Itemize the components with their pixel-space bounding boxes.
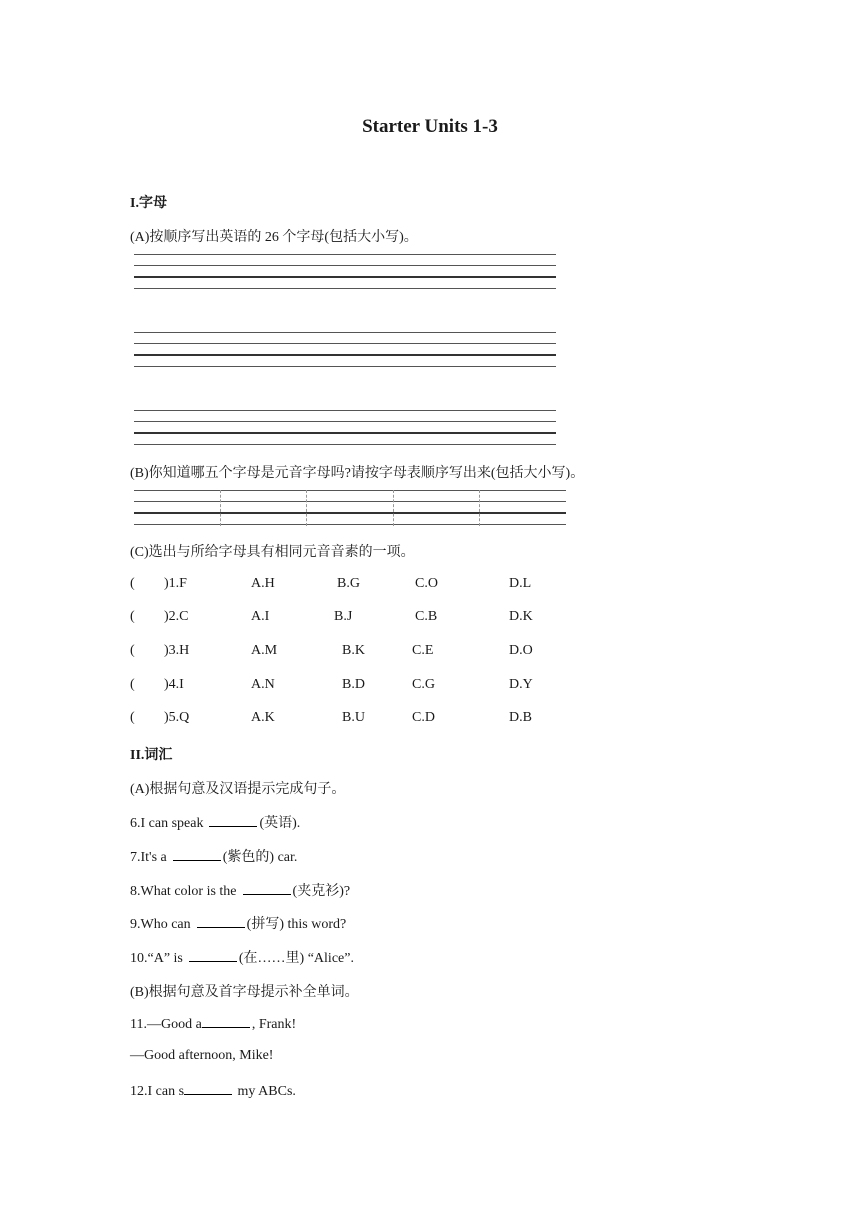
- vocab-item-hint: (拼写) this word?: [246, 917, 347, 932]
- option-d: D.Y: [509, 677, 533, 692]
- option-c: C.O: [415, 576, 438, 591]
- section-2-part-b-instruction: (B)根据句意及首字母提示补全单词。: [130, 985, 359, 1000]
- option-d: D.B: [509, 710, 532, 725]
- option-b: B.K: [342, 643, 365, 658]
- question-number: )2.C: [164, 609, 189, 624]
- vocab-item-text-after: my ABCs.: [234, 1084, 296, 1099]
- section-1-part-b-instruction: (B)你知道哪五个字母是元音字母吗?请按字母表顺序写出来(包括大小写)。: [130, 466, 585, 481]
- question-number: )5.Q: [164, 710, 190, 725]
- vocab-item: [130, 812, 300, 832]
- option-d: D.K: [509, 609, 533, 624]
- vocab-item-11: [130, 1015, 296, 1033]
- option-d: D.O: [509, 643, 533, 658]
- writing-lines-row-1[interactable]: [134, 254, 556, 290]
- option-c: C.G: [412, 677, 435, 692]
- answer-blank[interactable]: [202, 1015, 250, 1028]
- option-a: A.H: [251, 576, 275, 591]
- answer-paren[interactable]: (: [130, 710, 135, 725]
- option-c: C.D: [412, 710, 435, 725]
- option-c: C.B: [415, 609, 438, 624]
- answer-paren[interactable]: (: [130, 609, 135, 624]
- answer-blank[interactable]: [173, 848, 221, 861]
- answer-blank[interactable]: [197, 915, 245, 928]
- question-number: )3.H: [164, 643, 190, 658]
- option-b: B.U: [342, 710, 365, 725]
- vowel-writing-grid[interactable]: [134, 490, 566, 526]
- answer-paren[interactable]: (: [130, 576, 135, 591]
- vocab-item-hint: (紫色的) car.: [222, 850, 298, 865]
- dialogue-reply: —Good afternoon, Mike!: [130, 1048, 274, 1063]
- answer-paren[interactable]: (: [130, 677, 135, 692]
- vocab-item-hint: (在……里) “Alice”.: [238, 951, 354, 966]
- vocab-item-text: 9.Who can: [130, 917, 191, 932]
- vocab-item-text: 8.What color is the: [130, 884, 237, 899]
- writing-lines-row-3[interactable]: [134, 410, 556, 446]
- answer-blank[interactable]: [243, 882, 291, 895]
- vocab-item-text: 7.It's a: [130, 850, 167, 865]
- vocab-item-hint: (夹克衫)?: [292, 884, 351, 899]
- vocab-item-12: [130, 1082, 296, 1100]
- vocab-item: [130, 913, 346, 933]
- page-title: Starter Units 1-3: [362, 116, 498, 137]
- option-c: C.E: [412, 643, 434, 658]
- option-b: B.D: [342, 677, 365, 692]
- vocab-item-text: 6.I can speak: [130, 816, 204, 831]
- vocab-item: [130, 880, 350, 900]
- vocab-item-text: 11.—Good a: [130, 1017, 202, 1032]
- option-b: B.G: [337, 576, 360, 591]
- vocab-item: [130, 947, 354, 967]
- option-b: B.J: [334, 609, 353, 624]
- vocab-item-hint: (英语).: [259, 816, 301, 831]
- question-number: )1.F: [164, 576, 187, 591]
- section-2-heading: II.词汇: [130, 748, 173, 763]
- option-a: A.N: [251, 677, 275, 692]
- option-a: A.I: [251, 609, 270, 624]
- writing-lines-row-2[interactable]: [134, 332, 556, 368]
- vocab-item-text: 12.I can s: [130, 1084, 185, 1099]
- section-1-heading: I.字母: [130, 196, 167, 211]
- answer-blank[interactable]: [184, 1082, 232, 1095]
- vocab-item-text-after: , Frank!: [251, 1017, 297, 1032]
- answer-paren[interactable]: (: [130, 643, 135, 658]
- option-a: A.K: [251, 710, 275, 725]
- section-2-part-a-instruction: (A)根据句意及汉语提示完成句子。: [130, 782, 346, 797]
- option-d: D.L: [509, 576, 532, 591]
- answer-blank[interactable]: [209, 814, 257, 827]
- vocab-item-text: 10.“A” is: [130, 951, 183, 966]
- vocab-item: [130, 846, 297, 866]
- option-a: A.M: [251, 643, 278, 658]
- answer-blank[interactable]: [189, 949, 237, 962]
- question-number: )4.I: [164, 677, 184, 692]
- section-1-part-a-instruction: (A)按顺序写出英语的 26 个字母(包括大小写)。: [130, 230, 418, 245]
- section-1-part-c-instruction: (C)选出与所给字母具有相同元音音素的一项。: [130, 545, 415, 560]
